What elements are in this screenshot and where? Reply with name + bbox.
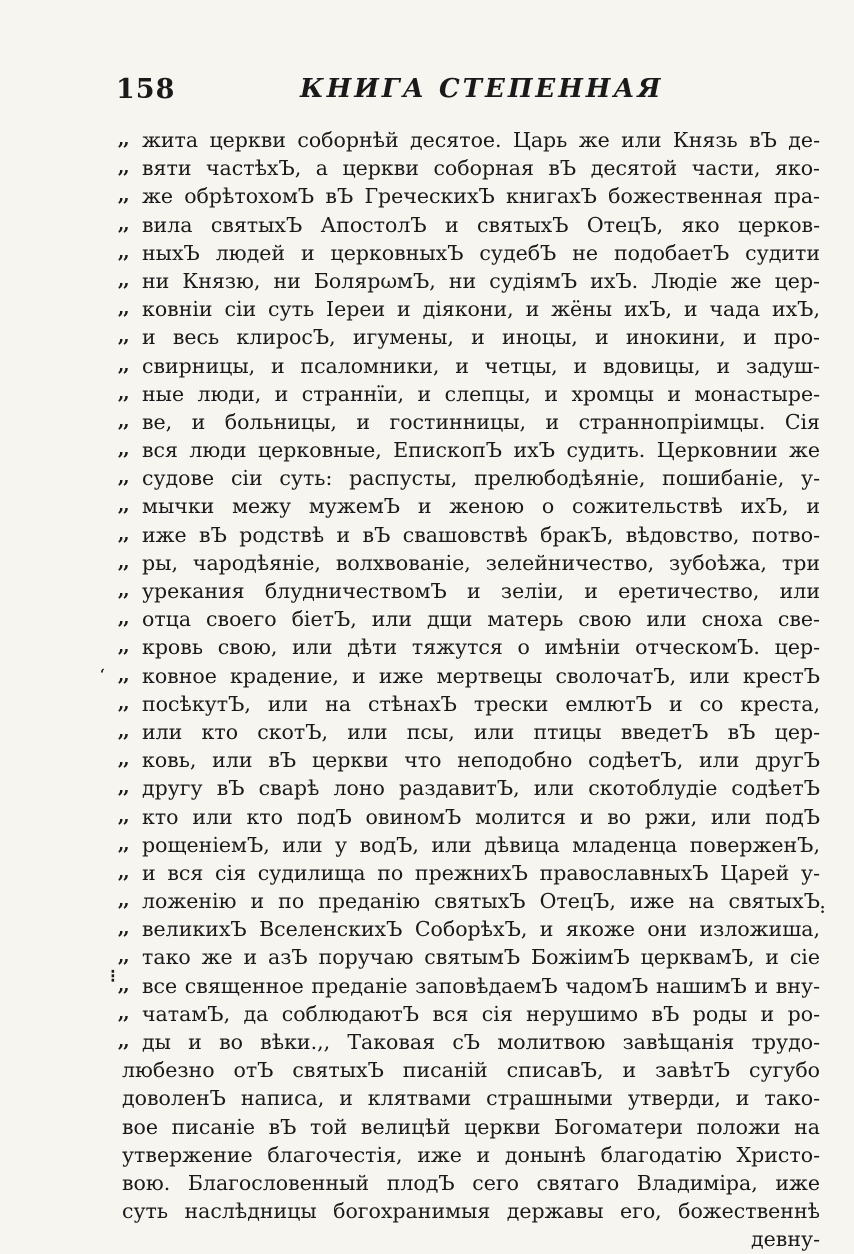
quotation-mark: ,,	[118, 382, 129, 404]
line-text: вяти частѣхЪ, а церкви соборная вЪ десятой части, яко-	[142, 156, 820, 181]
line-text: вою. Благословенный плодЪ сего святаго Владиміра, иже	[122, 1170, 820, 1195]
quotation-mark: ,,	[118, 890, 129, 912]
quotation-mark: ,,	[118, 129, 129, 150]
quotation-mark: ,,	[118, 410, 129, 432]
quotation-mark: ,,	[118, 946, 129, 968]
text-line	[0, 831, 854, 859]
text-line	[0, 352, 854, 380]
text-line	[0, 1169, 854, 1197]
quotation-mark: ,,	[118, 241, 129, 263]
text-line	[0, 774, 854, 802]
margin-mark: ʻ	[100, 667, 105, 683]
text-line	[0, 464, 854, 492]
text-line	[0, 521, 854, 549]
text-line	[0, 943, 854, 971]
quotation-mark: ,,	[118, 805, 129, 827]
line-text: иже вЪ родствѣ и вЪ свашовствѣ бракЪ, вѣдовство, потво-	[142, 522, 820, 547]
line-text: ныхЪ людей и церковныхЪ судебЪ не подобаетЪ судити	[142, 240, 820, 265]
body-text	[0, 126, 854, 1254]
line-text: мычки межу мужемЪ и женою о сожительствѣ ихЪ, и	[142, 494, 820, 519]
text-line	[0, 295, 854, 323]
text-line	[0, 887, 854, 915]
quotation-mark: ,,	[118, 833, 129, 855]
quotation-mark: ,,	[118, 777, 129, 799]
quotation-mark: ,,	[118, 213, 129, 235]
text-line	[0, 154, 854, 182]
text-line	[0, 972, 854, 1000]
text-line	[0, 746, 854, 774]
line-text: жита церкви соборнѣй десятое. Царь же или Князь вЪ де-	[142, 128, 820, 152]
quotation-mark: ,,	[118, 354, 129, 376]
page-number: 158	[116, 74, 176, 105]
quotation-mark: ,,	[118, 439, 129, 461]
quotation-mark: ,,	[118, 974, 129, 996]
line-text: посѣкутЪ, или на стѣнахЪ трески емлютЪ и со креста,	[142, 691, 820, 716]
text-line	[0, 1225, 854, 1253]
line-text: судове сіи суть: распусты, прелюбодѣяніе, пошибаніе, у-	[142, 466, 820, 491]
text-line	[0, 605, 854, 633]
line-text: чатамЪ, да соблюдаютЪ вся сія нерушимо вЪ роды и ро-	[142, 1001, 820, 1026]
line-text: же обрѣтохомЪ вЪ ГреческихЪ книгахЪ божественная пра-	[142, 184, 820, 209]
line-text: кто или кто подЪ овиномЪ молится и во ржи, или подЪ	[142, 804, 820, 829]
line-text: любезно отЪ святыхЪ писаній списавЪ, и завѣтЪ сугубо	[122, 1058, 820, 1083]
quotation-mark: ,,	[118, 608, 129, 630]
margin-mark: :	[820, 901, 826, 917]
text-line	[0, 182, 854, 210]
text-line	[0, 126, 854, 154]
text-line	[0, 662, 854, 690]
text-line	[0, 380, 854, 408]
line-text: ве, и больницы, и гостинницы, и страннопріимцы. Сія	[142, 409, 820, 434]
text-line	[0, 549, 854, 577]
quotation-mark: ,,	[118, 326, 129, 348]
text-line	[0, 915, 854, 943]
text-line	[0, 690, 854, 718]
line-text: ные люди, и страннїи, и слепцы, и хромцы и монастыре-	[142, 381, 820, 406]
quotation-mark: ,,	[118, 298, 129, 320]
line-text: рощеніемЪ, или у водЪ, или дѣвица младенца поверженЪ,	[142, 832, 820, 857]
text-line	[0, 803, 854, 831]
quotation-mark: ,,	[118, 749, 129, 771]
line-text: ложенію и по преданію святыхЪ ОтецЪ, иже на святыхЪ	[142, 889, 820, 914]
margin-mark: ⁝	[110, 966, 116, 987]
line-text: доволенЪ написа, и клятвами страшными утверди, и тако-	[122, 1086, 820, 1111]
quotation-mark: ,,	[118, 664, 129, 686]
line-text: свирницы, и псаломники, и четцы, и вдовицы, и задуш-	[142, 353, 820, 378]
line-text: и вся сія судилища по прежнихЪ православныхЪ Царей у-	[142, 860, 820, 885]
quotation-mark: ,,	[118, 720, 129, 742]
line-text: ды и во вѣки.,, Таковая сЪ молитвою завѣщанія трудо-	[142, 1030, 820, 1054]
quotation-mark: ,,	[118, 269, 129, 291]
line-text: ни Князю, ни БолярωмЪ, ни судіямЪ ихЪ. Людіе же цер-	[142, 268, 820, 293]
quotation-mark: ,,	[118, 692, 129, 714]
quotation-mark: ,,	[118, 523, 129, 545]
line-text: урекания блудничествомЪ и зеліи, и еретичество, или	[142, 579, 820, 603]
quotation-mark: ,,	[118, 467, 129, 489]
line-text: вое писаніе вЪ той велицѣй церкви Богоматери положи на	[122, 1114, 820, 1139]
text-line	[0, 1084, 854, 1112]
quotation-mark: ,,	[118, 185, 129, 207]
line-text: девну-	[751, 1227, 820, 1252]
quotation-mark: ,,	[118, 1002, 129, 1024]
line-text: вся люди церковные, ЕпископЪ ихЪ судить. Церковнии же	[142, 438, 820, 463]
text-line	[0, 859, 854, 887]
line-text: ры, чародѣяніе, волхвованіе, зелейничество, зубоѣжа, три	[142, 550, 820, 575]
line-text: великихЪ ВселенскихЪ СоборѣхЪ, и якоже они изложиша,	[142, 917, 820, 942]
text-line	[0, 718, 854, 746]
quotation-mark: ,,	[118, 861, 129, 883]
line-text: утвержение благочестія, иже и донынѣ благодатію Христо-	[122, 1142, 820, 1167]
quotation-mark: ,,	[118, 551, 129, 573]
line-text: ковное крадение, и иже мертвецы сволочатЪ, или крестЪ	[142, 663, 820, 688]
quotation-mark: ,,	[118, 1031, 129, 1052]
text-line	[0, 323, 854, 351]
quotation-mark: ,,	[118, 157, 129, 179]
line-text: ковніи сіи суть Іереи и діякони, и жёны ихЪ, и чада ихЪ,	[142, 297, 820, 322]
text-line	[0, 1113, 854, 1141]
text-line	[0, 1197, 854, 1225]
running-head-title: КНИГА СТЕПЕННАЯ	[300, 74, 664, 104]
text-line	[0, 267, 854, 295]
text-line	[0, 239, 854, 267]
quotation-mark: ,,	[118, 495, 129, 517]
line-text: суть наслѣдницы богохранимыя державы его, божественнѣ	[122, 1199, 820, 1224]
text-line	[0, 492, 854, 520]
line-text: тако же и азЪ поручаю святымЪ БожіимЪ церквамЪ, и сіе	[142, 945, 820, 970]
text-line	[0, 1056, 854, 1084]
line-text: отца своего біетЪ, или дщи матерь свою или сноха све-	[142, 607, 820, 632]
quotation-mark: ,,	[118, 580, 129, 601]
text-line	[0, 577, 854, 605]
line-text: ковь, или вЪ церкви что неподобно содѣетЪ, или другЪ	[142, 748, 820, 773]
quotation-mark: ,,	[118, 636, 129, 658]
text-line	[0, 211, 854, 239]
line-text: и весь клиросЪ, игумены, и иноцы, и инокини, и про-	[142, 325, 820, 350]
line-text: другу вЪ сварѣ лоно раздавитЪ, или скотоблудіе содѣетЪ	[142, 776, 820, 801]
line-text: кровь свою, или дѣти тяжутся о имѣніи отческомЪ. цер-	[142, 635, 820, 660]
text-line	[0, 1028, 854, 1056]
text-line	[0, 1000, 854, 1028]
line-text: все священное преданіе заповѣдаемЪ чадомЪ нашимЪ и вну-	[142, 973, 820, 998]
text-line	[0, 408, 854, 436]
line-text: или кто скотЪ, или псы, или птицы введетЪ вЪ цер-	[142, 719, 820, 744]
quotation-mark: ,,	[118, 918, 129, 940]
text-line	[0, 436, 854, 464]
text-line	[0, 633, 854, 661]
line-text: вила святыхЪ АпостолЪ и святыхЪ ОтецЪ, яко церков-	[142, 212, 820, 237]
text-line	[0, 1141, 854, 1169]
